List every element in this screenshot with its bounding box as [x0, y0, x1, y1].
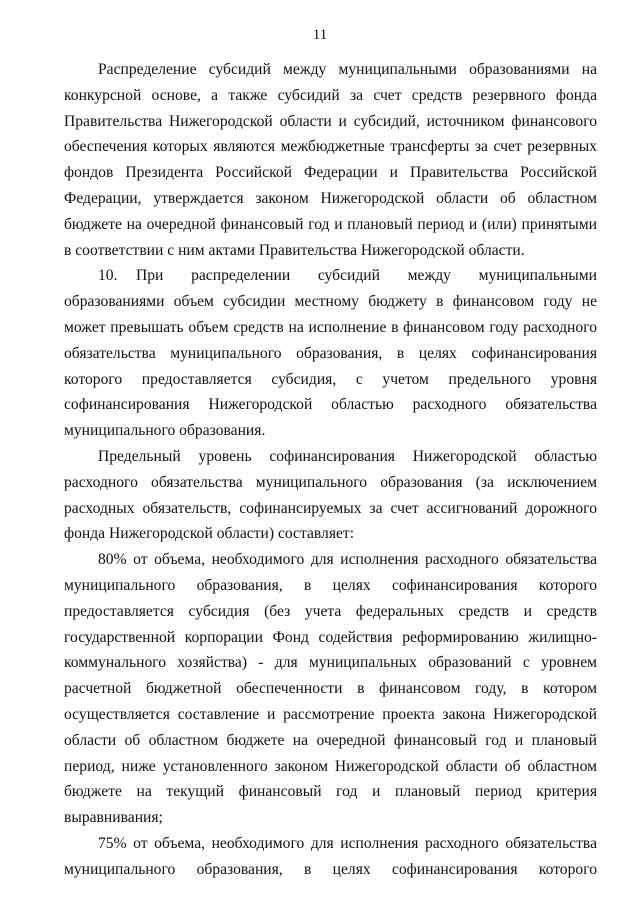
paragraph-80-percent	[64, 547, 597, 831]
paragraph-cofinancing-limit	[64, 444, 597, 547]
paragraph-subsidy-distribution	[64, 57, 597, 263]
paragraph-text: Предельный уровень софинансирования Нижегородской областью расходного обязательства муниципального образования (за исключением расходных обязательств, софинансируемых за счет ассигнований дорожного фонда Нижегородской области) составляет:	[64, 447, 597, 543]
paragraph-number: 10.	[98, 267, 118, 285]
paragraph-text: Распределение субсидий между муниципальными образованиями на конкурсной основе, а также субсидий за счет средств резервного фонда Правительства Нижегородской области и субсидий, источником финансового обеспечения которых являются межбюджетные трансферты за счет резервных фондов Президента Российской Федерации и Правительства Российской Федерации, утверждается законом Нижегородской области об областном бюджете на очередной финансовый год и плановый период и (или) принятыми в соответствии с ним актами Правительства Нижегородской области.	[64, 61, 597, 259]
page-number: 11	[312, 27, 328, 43]
document-body	[64, 57, 597, 883]
paragraph-text: 80% от объема, необходимого для исполнения расходного обязательства муниципального образования, в целях софинансирования которого предоставляется субсидия (без учета федеральных средств и средств государственной корпорации Фонд содействия реформированию жилищно-коммунального хозяйства) - для муниципальных образований с уровнем расчетной бюджетной обеспеченности в финансовом году, в котором осуществляется составление и рассмотрение проекта закона Нижегородской области об областном бюджете на очередной финансовый год и плановый период, ниже установленного законом Нижегородской области об областном бюджете на текущий финансовый год и плановый период критерия выравнивания;	[64, 551, 597, 827]
paragraph-item-10	[64, 263, 597, 444]
paragraph-text: При распределении субсидий между муниципальными образованиями объем субсидии местному бюджету в финансовом году не может превышать объем средств на исполнение в финансовом году расходного обязательства муниципального образования, в целях софинансирования которого предоставляется субсидия, с учетом предельного уровня софинансирования Нижегородской областью расходного обязательства муниципального образования.	[64, 267, 597, 440]
paragraph-75-percent	[64, 831, 597, 883]
paragraph-text: 75% от объема, необходимого для исполнения расходного обязательства муниципального образования, в целях софинансирования которого	[64, 834, 597, 878]
